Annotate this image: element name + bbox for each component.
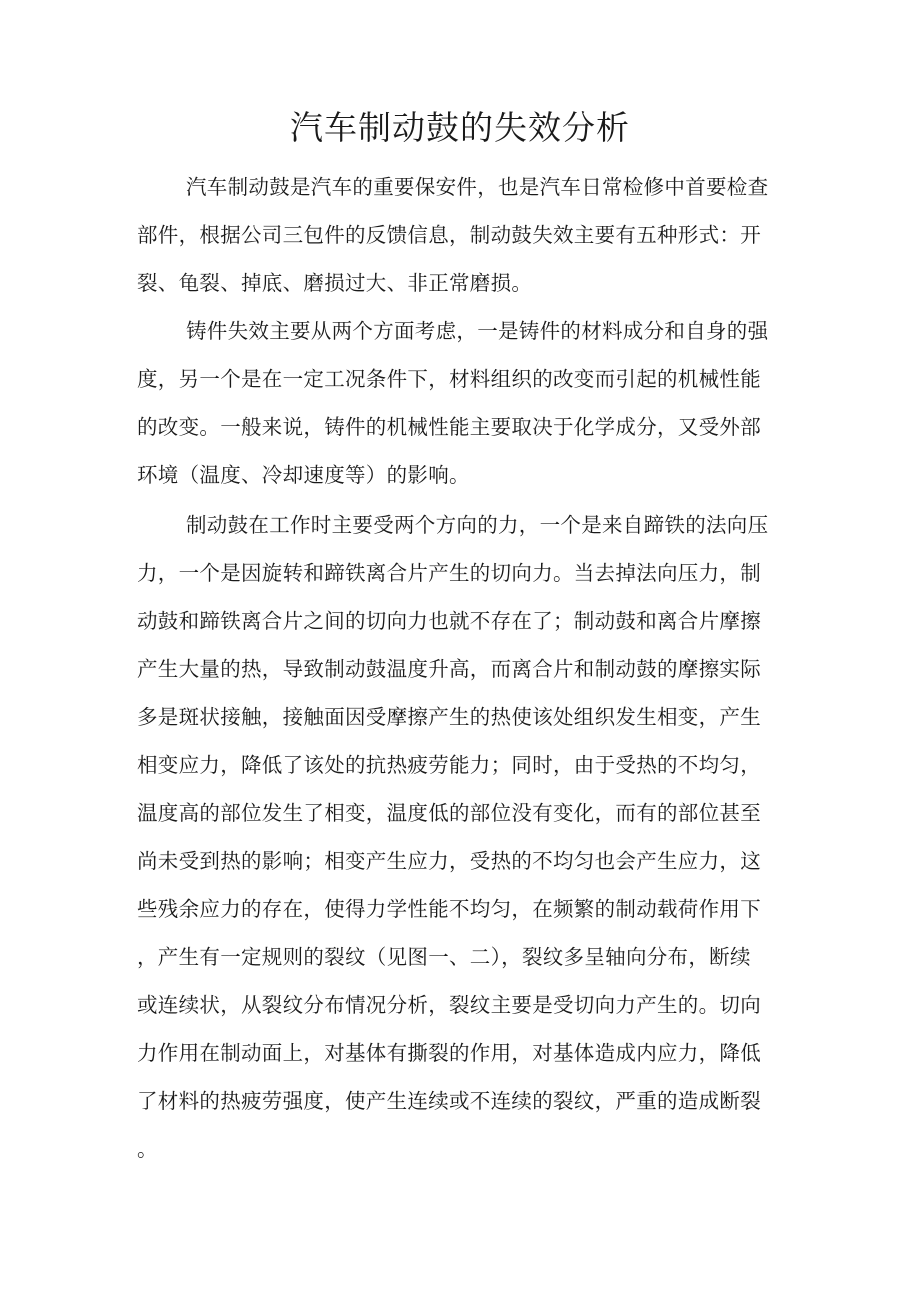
paragraph-2-line-2: 度，另一个是在一定工况条件下，材料组织的改变而引起的机械性能	[137, 367, 761, 391]
paragraph-3-line-4: 产生大量的热，导致制动鼓温度升高，而离合片和制动鼓的摩擦实际	[137, 657, 761, 681]
paragraph-3-line-7: 温度高的部位发生了相变，温度低的部位没有变化，而有的部位甚至	[137, 801, 761, 825]
paragraph-2-line-1: 铸件失效主要从两个方面考虑，一是铸件的材料成分和自身的强	[186, 319, 769, 343]
paragraph-3-line-11: 或连续状，从裂纹分布情况分析，裂纹主要是受切向力产生的。切向	[137, 993, 761, 1017]
paragraph-3-line-12: 力作用在制动面上，对基体有撕裂的作用，对基体造成内应力，降低	[137, 1041, 761, 1065]
paragraph-2-line-3: 的改变。一般来说，铸件的机械性能主要取决于化学成分，又受外部	[137, 415, 761, 439]
paragraph-3-line-10: ，产生有一定规则的裂纹（见图一、二），裂纹多呈轴向分布，断续	[137, 945, 751, 969]
paragraph-3-line-13: 了材料的热疲劳强度，使产生连续或不连续的裂纹，严重的造成断裂	[137, 1089, 761, 1113]
paragraph-2-line-4: 环境（温度、冷却速度等）的影响。	[137, 463, 470, 487]
paragraph-1-line-3: 裂、龟裂、掉底、磨损过大、非正常磨损。	[137, 271, 533, 295]
paragraph-3-line-1: 制动鼓在工作时主要受两个方向的力，一个是来自蹄铁的法向压	[186, 513, 769, 537]
paragraph-1-line-1: 汽车制动鼓是汽车的重要保安件，也是汽车日常检修中首要检查	[186, 175, 769, 199]
paragraph-3-line-5: 多是斑状接触，接触面因受摩擦产生的热使该处组织发生相变，产生	[137, 705, 761, 729]
paragraph-3-line-9: 些残余应力的存在，使得力学性能不均匀，在频繁的制动载荷作用下	[137, 897, 761, 921]
paragraph-3-line-8: 尚未受到热的影响；相变产生应力，受热的不均匀也会产生应力，这	[137, 849, 761, 873]
paragraph-3-line-2: 力，一个是因旋转和蹄铁离合片产生的切向力。当去掉法向压力，制	[137, 561, 761, 585]
paragraph-3-line-6: 相变应力，降低了该处的抗热疲劳能力；同时，由于受热的不均匀，	[137, 753, 761, 777]
paragraph-1-line-2: 部件，根据公司三包件的反馈信息，制动鼓失效主要有五种形式：开	[137, 223, 761, 247]
paragraph-3-line-14: 。	[137, 1137, 158, 1161]
document-title: 汽车制动鼓的失效分析	[290, 108, 630, 147]
paragraph-3-line-3: 动鼓和蹄铁离合片之间的切向力也就不存在了；制动鼓和离合片摩擦	[137, 609, 761, 633]
